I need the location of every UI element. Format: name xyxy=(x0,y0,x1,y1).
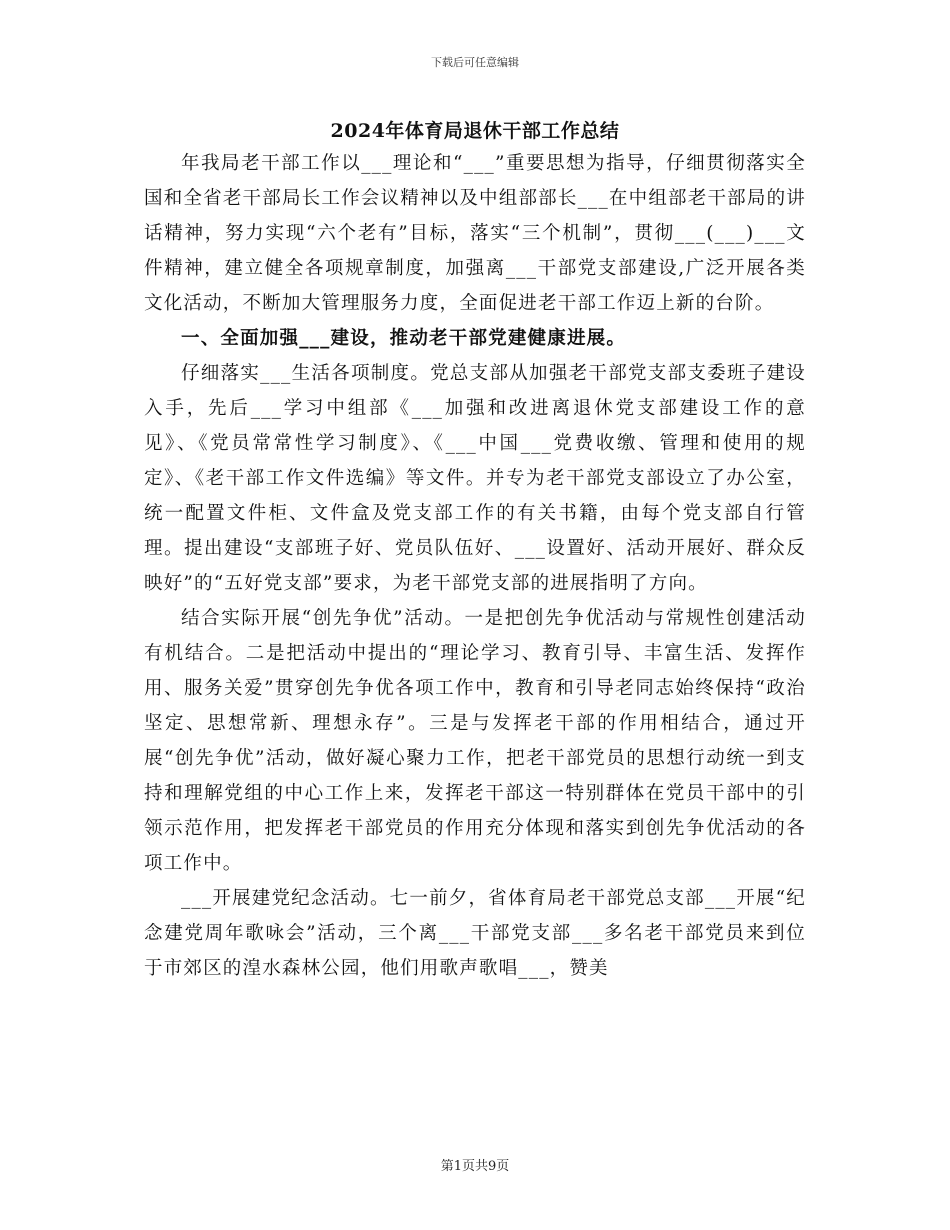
paragraph-intro: 年我局老干部工作以___理论和“___”重要思想为指导，仔细贯彻落实全国和全省老干部局长工作会议精神以及中组部部长___在中组部老干部局的讲话精神，努力实现“六个老有”目标，落实“三个机制”，贯彻___(___)___文件精神，建立健全各项规章制度，加强离___干部党支部建设,广泛开展各类文化活动，不断加大管理服务力度，全面促进老干部工作迈上新的台阶。 xyxy=(144,153,806,314)
document-title: 2024年体育局退休干部工作总结 xyxy=(330,120,620,142)
paragraph: 结合实际开展“创先争优”活动。一是把创先争优活动与常规性创建活动有机结合。二是把活动中提出的“理论学习、教育引导、丰富生活、发挥作用、服务关爱”贯穿创先争优各项工作中，教育和引导老同志始终保持“政治坚定、思想常新、理想永存”。三是与发挥老干部的作用相结合，通过开展“创先争优”活动，做好凝心聚力工作，把老干部党员的思想行动统一到支持和理解党组的中心工作上来，发挥老干部这一特别群体在党员干部中的引领示范作用，把发挥老干部党员的作用充分体现和落实到创先争优活动的各项工作中。 xyxy=(144,608,806,874)
header-note: 下载后可任意编辑 xyxy=(431,56,519,69)
document-body xyxy=(144,146,806,986)
page-footer: 第1页共9页 xyxy=(440,1159,510,1174)
section-heading: 一、全面加强___建设，推动老干部党建健康进展。 xyxy=(181,328,627,349)
paragraph: ___开展建党纪念活动。七一前夕，省体育局老干部党总支部___开展“纪念建党周年歌咏会”活动，三个离___干部党支部___多名老干部党员来到位于市郊区的湟水森林公园，他们用歌声歌唱___，赞美 xyxy=(144,888,806,979)
paragraph: 仔细落实___生活各项制度。党总支部从加强老干部党支部支委班子建设入手，先后___学习中组部《___加强和改进离退休党支部建设工作的意见》、《党员常常性学习制度》、《___中国___党费收缴、管理和使用的规定》、《老干部工作文件选编》等文件。并专为老干部党支部设立了办公室，统一配置文件柜、文件盒及党支部工作的有关书籍，由每个党支部自行管理。提出建设“支部班子好、党员队伍好、___设置好、活动开展好、群众反映好”的“五好党支部”要求，为老干部党支部的进展指明了方向。 xyxy=(144,363,806,594)
